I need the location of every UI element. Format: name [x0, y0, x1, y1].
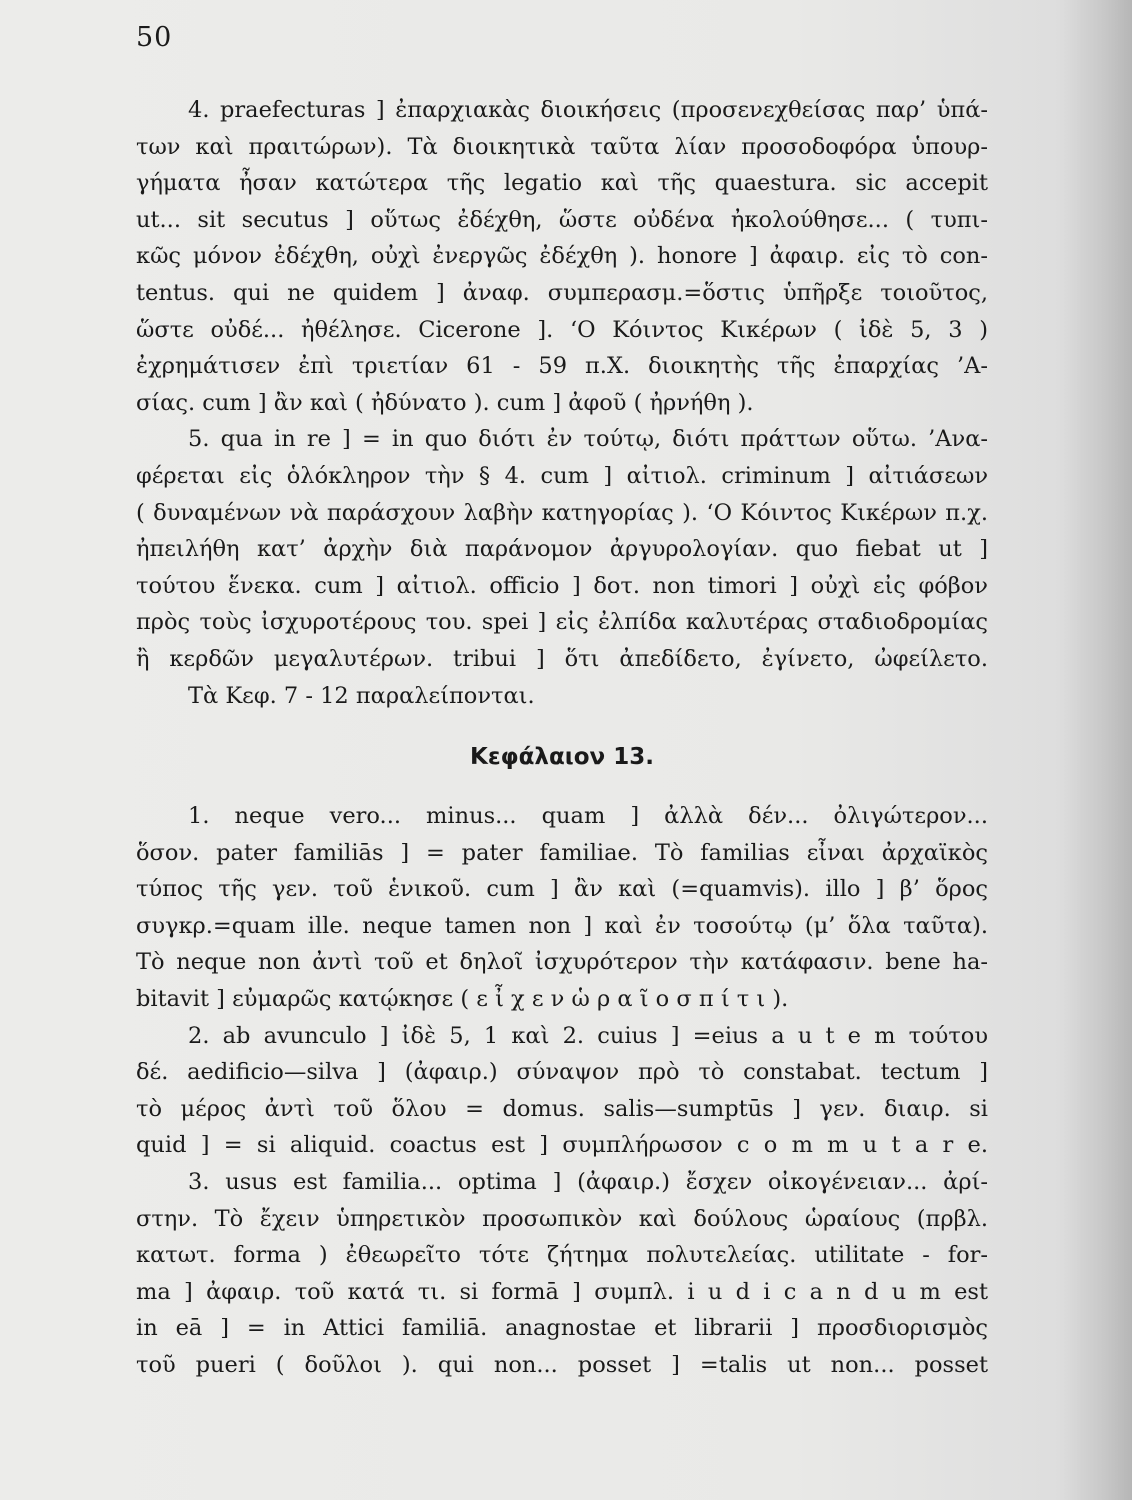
text-line: των καὶ πραιτώρων). Τὰ διοικητικὰ ταῦτα λίαν προσοδοφόρα ὑπουρ- — [136, 133, 988, 160]
commentary-section-chapter-13 — [136, 798, 988, 1384]
text-line: 5. qua in re ] = in quo διότι ἐν τούτῳ, διότι πράττων οὕτω. ’Ανα- — [188, 426, 988, 453]
text-line: ἠπειλήθη κατ’ ἀρχὴν διὰ παράνομον ἀργυρολογίαν. quo fiebat ut ] — [136, 536, 988, 563]
text-line: ὅσον. pater familiās ] = pater familiae. Τὸ familias εἶναι ἀρχαϊκὸς — [136, 839, 988, 866]
text-line: ma ] ἀφαιρ. τοῦ κατά τι. si formā ] συμπλ. i u d i c a n d u m est — [136, 1278, 988, 1305]
text-line: Τὰ Κεφ. 7 - 12 παραλείπονται. — [188, 682, 535, 709]
text-line: τοῦ pueri ( δοῦλοι ). qui non... posset ] =talis ut non... posset — [136, 1352, 988, 1378]
text-line: 3. usus est familia... optima ] (ἀφαιρ.) ἔσχεν οἰκογένειαν... ἀρί- — [188, 1169, 988, 1196]
text-line: ut... sit secutus ] οὕτως ἐδέχθη, ὥστε οὐδένα ἠκολούθησε... ( τυπι- — [136, 206, 988, 233]
commentary-section-chapter-6 — [136, 92, 988, 714]
text-line: τούτου ἕνεκα. cum ] αἰτιολ. officio ] δοτ. non timori ] οὐχὶ εἰς φόβον — [136, 572, 988, 599]
text-line: tentus. qui ne quidem ] ἀναφ. συμπερασμ.=ὅστις ὑπῆρξε τοιοῦτος, — [136, 279, 988, 306]
page-number: 50 — [136, 22, 173, 53]
text-line: in eā ] = in Attici familiā. anagnostae et librarii ] προσδιορισμὸς — [136, 1315, 988, 1342]
binding-shadow — [1062, 0, 1132, 1500]
text-line: ἐχρημάτισεν ἐπὶ τριετίαν 61 - 59 π.Χ. διοικητὴς τῆς ἐπαρχίας ’Α- — [136, 353, 988, 380]
text-line: πρὸς τοὺς ἰσχυροτέρους του. spei ] εἰς ἐλπίδα καλυτέρας σταδιοδρομίας — [136, 609, 988, 636]
text-line: bitavit ] εὐμαρῶς κατῴκησε ( ε ἶ χ ε ν ὡ ρ α ῖ ο σ π ί τ ι ). — [136, 986, 789, 1013]
text-line: κατωτ. forma ) ἐθεωρεῖτο τότε ζήτημα πολυτελείας. utilitate - for- — [136, 1242, 988, 1269]
text-line: κῶς μόνον ἐδέχθη, οὐχὶ ἐνεργῶς ἐδέχθη ). honore ] ἀφαιρ. εἰς τὸ con- — [136, 243, 988, 270]
text-line: Τὸ neque non ἀντὶ τοῦ et δηλοῖ ἰσχυρότερον τὴν κατάφασιν. bene ha- — [136, 949, 988, 976]
chapter-heading: Κεφάλαιον 13. — [470, 744, 654, 771]
text-line: τύπος τῆς γεν. τοῦ ἑνικοῦ. cum ] ἂν καὶ (=quamvis). illo ] β’ ὅρος — [136, 876, 988, 903]
text-line: δέ. aedificio—silva ] (ἀφαιρ.) σύναψον πρὸ τὸ constabat. tectum ] — [136, 1059, 988, 1086]
text-line: γήματα ἦσαν κατώτερα τῆς legatio καὶ τῆς quaestura. sic accepit — [136, 170, 988, 197]
text-line: 4. praefecturas ] ἐπαρχιακὰς διοικήσεις (προσενεχθείσας παρ’ ὑπά- — [188, 97, 988, 123]
text-line: φέρεται εἰς ὁλόκληρον τὴν § 4. cum ] αἰτιολ. criminum ] αἰτιάσεων — [136, 462, 988, 489]
text-line: ὥστε οὐδέ... ἠθέλησε. Cicerone ]. ‘Ο Κόιντος Κικέρων ( ἰδὲ 5, 3 ) — [136, 316, 988, 343]
text-line: 2. ab avunculo ] ἰδὲ 5, 1 καὶ 2. cuius ] =eius a u t e m τούτου — [188, 1022, 988, 1049]
text-line: στην. Τὸ ἔχειν ὑπηρετικὸν προσωπικὸν καὶ δούλους ὡραίους (πρβλ. — [136, 1205, 988, 1232]
text-line: ( δυναμένων νὰ παράσχουν λαβὴν κατηγορίας ). ‘Ο Κόιντος Κικέρων π.χ. — [136, 499, 988, 526]
text-line: 1. neque vero... minus... quam ] ἀλλὰ δέν... ὀλιγώτερον... — [188, 803, 988, 830]
text-line: τὸ μέρος ἀντὶ τοῦ ὅλου = domus. salis—sumptūs ] γεν. διαιρ. si — [136, 1095, 988, 1122]
text-line: ἢ κερδῶν μεγαλυτέρων. tribui ] ὅτι ἀπεδίδετο, ἐγίνετο, ὠφείλετο. — [136, 645, 988, 672]
text-line: συγκρ.=quam ille. neque tamen non ] καὶ ἐν τοσούτῳ (μ’ ὅλα ταῦτα). — [136, 912, 988, 939]
commentary-text — [136, 92, 988, 1384]
text-line: quid ] = si aliquid. coactus est ] συμπλήρωσον c o m m u t a r e. — [136, 1132, 988, 1159]
text-line: σίας. cum ] ἂν καὶ ( ἠδύνατο ). cum ] ἀφοῦ ( ἠρνήθη ). — [136, 389, 754, 416]
